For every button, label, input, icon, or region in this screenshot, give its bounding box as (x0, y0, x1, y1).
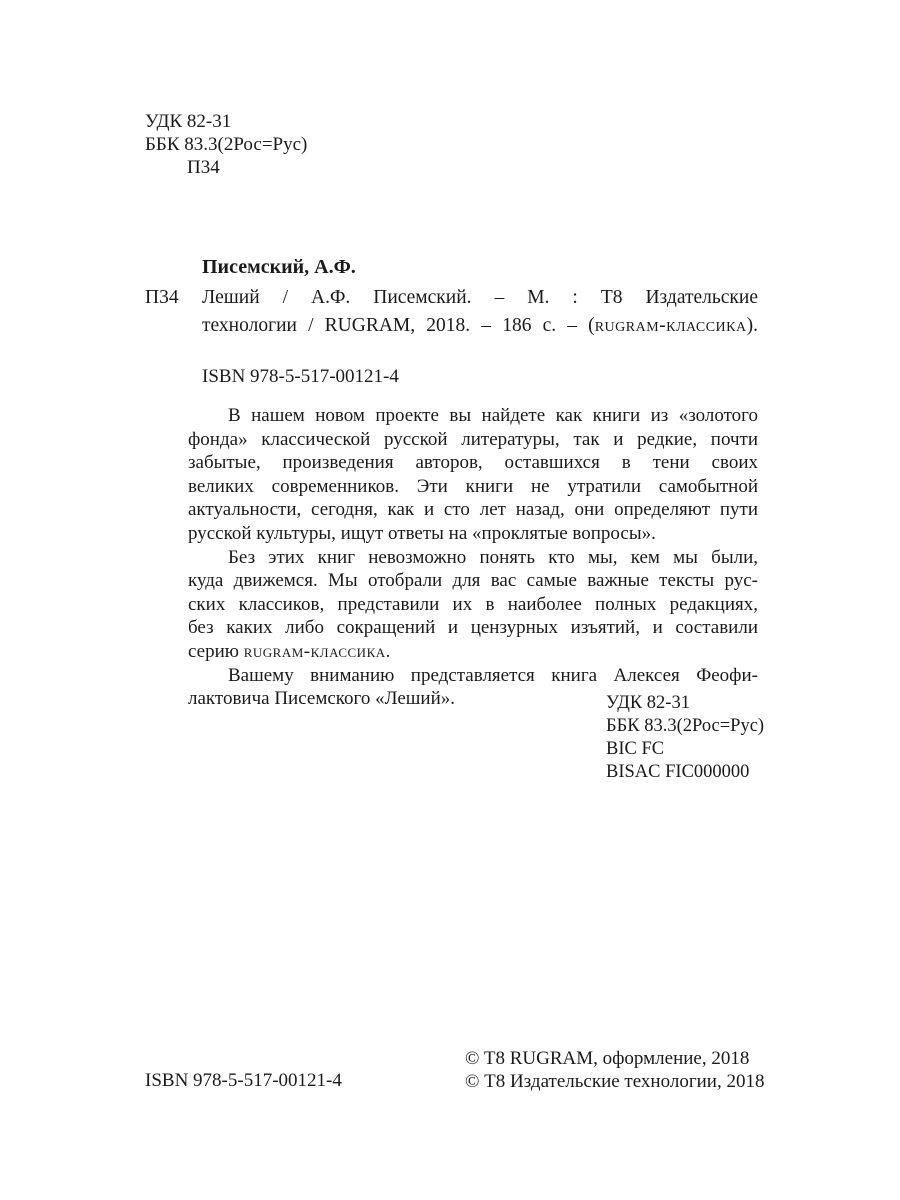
biblio-line-2-prefix: технологии / RUGRAM, 2018. – 186 с. – ( (202, 315, 595, 336)
annotation-paragraph-2 (188, 546, 758, 664)
bic-code: BIC FC (606, 739, 665, 759)
annotation-line: фонда» классической русской литературы, так и редкие, почти (188, 428, 758, 450)
series-name: rugram-классика (243, 640, 386, 662)
biblio-line-2 (202, 312, 758, 340)
copyright-line: © T8 RUGRAM, оформление, 2018 (465, 1048, 750, 1069)
bbk-code: ББК 83.3(2Рос=Рус) (145, 134, 308, 155)
annotation-line (188, 640, 758, 664)
biblio-line-1: Леший / А.Ф. Писемский. – М. : Т8 Издательские (202, 287, 758, 308)
isbn-footer: ISBN 978-5-517-00121-4 (145, 1070, 342, 1091)
classification-codes-header (145, 110, 307, 179)
series-suffix: . (385, 640, 391, 662)
annotation-line: куда движемся. Мы отобрали для вас самые важные тексты рус- (188, 570, 758, 592)
isbn: ISBN 978-5-517-00121-4 (202, 366, 399, 387)
annotation-paragraph-1 (188, 404, 758, 546)
udk-code: УДК 82-31 (606, 693, 690, 713)
annotation-line: Без этих книг невозможно понять кто мы, кем мы были, (228, 546, 758, 568)
bbk-code: ББК 83.3(2Рос=Рус) (606, 716, 765, 736)
annotation-line: русской культуры, ищут ответы на «проклятые вопросы». (188, 522, 656, 544)
annotation (188, 404, 758, 711)
annotation-line: В нашем новом проекте вы найдете как книги из «золотого (228, 405, 758, 426)
catalog-mark: П34 (145, 287, 179, 308)
annotation-line: лактовича Писемского «Леший». (188, 688, 456, 710)
bisac-code: BISAC FIC000000 (606, 762, 750, 782)
annotation-line: Вашему вниманию представляется книга Алексея Феофи- (228, 664, 758, 686)
classification-codes-footer (606, 692, 764, 784)
biblio-line-2-suffix: ). (746, 315, 758, 336)
series-name: rugram-классика (594, 315, 747, 336)
udk-code: УДК 82-31 (145, 111, 232, 132)
series-prefix: серию (188, 640, 244, 662)
annotation-line: ских классиков, представили их в наиболее полных редакциях, (188, 593, 758, 615)
bibliographic-description (202, 284, 758, 340)
author-mark: П34 (187, 157, 220, 178)
annotation-line: забытые, произведения авторов, оставшихся в тени своих (188, 452, 758, 474)
copyright-line: © Т8 Издательские технологии, 2018 (465, 1071, 765, 1092)
annotation-line: без каких либо сокращений и цензурных изъятий, и составили (188, 617, 758, 639)
author-heading: Писемский, А.Ф. (202, 256, 356, 278)
annotation-line: великих современников. Эти книги не утратили самобытной (188, 475, 758, 497)
copyright-block (465, 1047, 764, 1093)
annotation-line: актуальности, сегодня, как и сто лет назад, они определяют пути (188, 499, 758, 521)
